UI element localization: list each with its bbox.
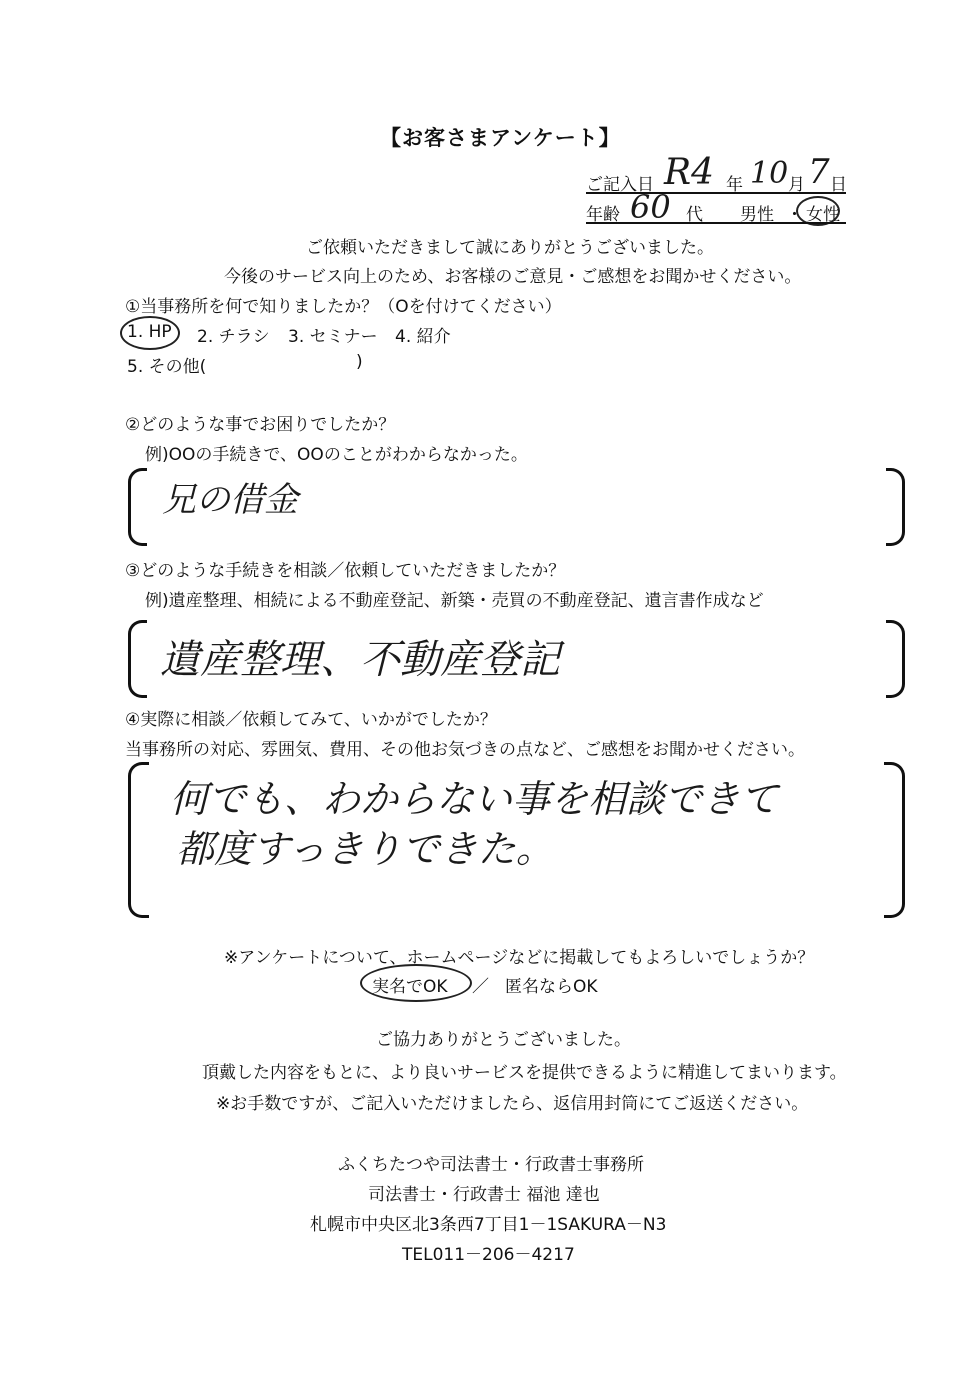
date-underline — [586, 192, 846, 194]
q2-bracket-right — [886, 468, 905, 546]
q3-bracket-right — [886, 620, 905, 698]
office-person: 司法書士・行政書士 福池 達也 — [368, 1185, 600, 1205]
q4-bracket-left — [128, 762, 149, 918]
q3-question: ③どのような手続きを相談／依頼していただきましたか？ — [125, 561, 566, 581]
publish-separator: ／ — [472, 977, 489, 997]
q4-answer-line-2: 都度すっきりできた。 — [176, 827, 554, 871]
q4-example: 当事務所の対応、雰囲気、費用、その他お気づきの点など、ご感想をお聞かせください。 — [125, 740, 805, 760]
q2-example: 例)OOの手続きで、OOのことがわからなかった。 — [145, 445, 528, 465]
office-name: ふくちたつや司法書士・行政書士事務所 — [338, 1155, 644, 1175]
intro-line-2: 今後のサービス向上のため、お客様のご意見・ご感想をお聞かせください。 — [224, 267, 802, 287]
age-underline — [586, 222, 846, 224]
age-unit: 代 — [686, 205, 703, 225]
q1-question: ①当事務所を何で知りましたか？（Oを付けてください） — [125, 297, 562, 317]
entry-month: 10 — [750, 156, 789, 191]
publish-option-anonymous: 匿名ならOK — [505, 977, 598, 997]
office-address: 札幌市中央区北3条西7丁目1－1SAKURA－N3 — [310, 1215, 667, 1235]
q3-example: 例)遺産整理、相続による不動産登記、新築・売買の不動産登記、遺言書作成など — [145, 591, 764, 611]
q1-option-other: 5. その他( — [127, 357, 207, 377]
q2-question: ②どのような事でお困りでしたか？ — [125, 415, 396, 435]
entry-day: 7 — [808, 152, 830, 192]
q1-option-seminar: 3. セミナー — [288, 327, 378, 347]
q4-question: ④実際に相談／依頼してみて、いかがでしたか？ — [125, 710, 497, 730]
q2-bracket-left — [128, 468, 147, 546]
entry-date-label: ご記入日 — [586, 175, 654, 195]
q2-answer: 兄の借金 — [162, 480, 298, 520]
day-unit: 日 — [830, 175, 847, 195]
q1-option-referral: 4. 紹介 — [395, 327, 451, 347]
publish-real-name-circle-mark — [360, 964, 472, 1002]
entry-age: 60 — [630, 188, 671, 226]
gender-male: 男性 — [740, 205, 774, 225]
closing-line-3: ※お手数ですが、ご記入いただけましたら、返信用封筒にてご返送ください。 — [216, 1094, 809, 1114]
publish-option-real-name: 実名でOK — [372, 977, 448, 997]
year-unit: 年 — [726, 175, 743, 195]
office-tel: TEL011－206－4217 — [402, 1245, 575, 1265]
intro-line-1: ご依頼いただきまして誠にありがとうございました。 — [306, 238, 714, 258]
q4-bracket-right — [884, 762, 905, 918]
gender-separator: ・ — [786, 205, 803, 225]
q3-bracket-left — [128, 620, 147, 698]
q1-option-hp: 1. HP — [127, 322, 172, 342]
closing-line-1: ご協力ありがとうございました。 — [376, 1030, 631, 1050]
q1-option-flyer: 2. チラシ — [197, 327, 270, 347]
publish-question: ※アンケートについて、ホームページなどに掲載してもよろしいでしょうか？ — [224, 948, 815, 968]
q1-hp-circle-mark — [120, 316, 180, 350]
gender-female: 女性 — [806, 205, 840, 225]
form-title: 【お客さまアンケート】 — [380, 126, 621, 150]
age-label: 年齢 — [586, 205, 620, 225]
q3-answer: 遺産整理、不動産登記 — [160, 637, 560, 683]
q1-option-other-close: ) — [356, 352, 363, 372]
q4-answer-line-1: 何でも、わからない事を相談できて — [170, 777, 779, 821]
entry-era: R4 — [664, 152, 715, 193]
closing-line-2: 頂戴した内容をもとに、より良いサービスを提供できるように精進してまいります。 — [202, 1063, 847, 1083]
month-unit: 月 — [788, 175, 805, 195]
